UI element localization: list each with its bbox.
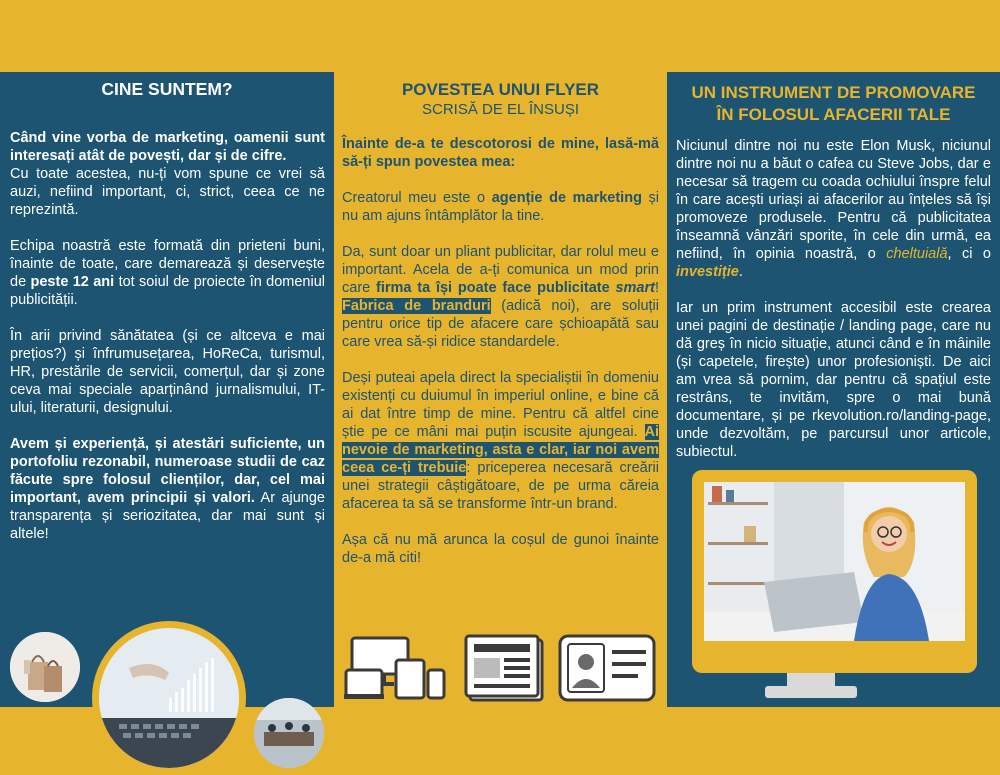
flyer-text: Da, sunt doar un pliant publicitar, dar rolul meu e important. Acela de a-ți comunica un mod prin care: [342, 244, 659, 296]
landing-text: Iar un prim instrument accesibil este crearea unei pagini de destinație / landing page, care nu dă greș în nicio situație, atunci când e în mâinile (și capetele, firește) unor profesioniști. De aici am vrea să pornim, dar pentru că spațiul este restrâns, te invităm, spre o mai bună documentare, și pe rkevolution.ro/landing-page, unde dezvoltăm, pe parcursul unor articole, subiectul.: [676, 300, 991, 460]
intro-bold: Înainte de-a te descotorosi de mine, lasă-mă să-ți spun povestea mea:: [342, 136, 659, 170]
domains-text: În arii privind sănătatea (și ce altceva e mai prețios?) și înfrumusețarea, HoReCa, turismul, HR, prestările de servicii, comerțul, dar și zone ceva mai speciale aparținând jurnalismului, IT-ului, literaturii, designului.: [10, 328, 325, 416]
experience-text: Ar ajunge transparența și seriozitatea, dar mai sunt și altele!: [10, 490, 325, 542]
id-card-icon: [558, 634, 656, 704]
creator-text-end: și nu am ajuns întâmplător la tine.: [342, 190, 660, 224]
woman-laptop-photo: [704, 482, 965, 641]
column-instrument: [667, 72, 1000, 707]
section-title: UN INSTRUMENT DE PROMOVARE ÎN FOLOSUL AFACERII TALE: [691, 83, 976, 124]
agency-bold: agenție de marketing: [491, 190, 642, 206]
section-body: [342, 135, 659, 585]
team-text: Echipa noastră este formată din prieteni buni, înainte de toate, care demarează și deservește de: [10, 238, 325, 290]
section-subtitle: SCRISĂ DE EL ÎNSUȘI: [422, 101, 579, 118]
specialists-text: Deși puteai apela direct la specialiștii în domeniu existenți cu duiumul în imperiul online, e bine că ai dat între timp de mine. Pentru că altfel cine știe pe ce mâni mai puțin iscusite ajungeai.: [342, 370, 659, 440]
finance-chart-photo: [99, 628, 239, 768]
monitor-base: [765, 686, 857, 698]
monitor-chin: [692, 648, 977, 673]
expense-italic: cheltuială: [886, 246, 948, 262]
experience-bold: Avem și experiență, și atestări suficiente, un portofoliu rezonabil, numeroase studii de caz făcute spre folosul clienților, dar, cel mai important, avem principii și valori.: [10, 436, 325, 506]
section-title: POVESTEA UNUI FLYER: [401, 80, 600, 99]
specialists-text-end: : priceperea necesară creării unei strategii câștigătoare, de pe urma căreia afacerea ta să se transforme într-un brand.: [342, 460, 659, 512]
column-povestea: [334, 72, 667, 707]
intro-text: Cu toate acestea, nu-ți vom spune ce vrei să auzi, nefiind important, ci, strict, ceea ce ne reprezintă.: [10, 166, 325, 218]
need-marketing-highlight: Ai nevoie de marketing, asta e clar, iar noi avem ceea ce-ți trebuie: [342, 424, 659, 476]
years-bold: peste 12 ani: [30, 274, 115, 290]
intro-bold: Când vine vorba de marketing, oamenii sunt interesați atât de povești, dar și de cifre.: [10, 130, 325, 164]
flyer-text-end: (adică noi), are soluții pentru orice tip de afacere care șchioapătă sau care vrea să-și ridice standardele.: [342, 298, 659, 350]
smart-italic: smart: [615, 280, 655, 296]
investment-italic: investiție: [676, 264, 739, 280]
section-title: CINE SUNTEM?: [101, 79, 233, 99]
closing-text: Așa că nu mă arunca la coșul de gunoi înainte de-a mă citi!: [342, 532, 659, 566]
firm-bold: firma ta își poate face publicitate: [376, 280, 616, 296]
creator-text: Creatorul meu este o: [342, 190, 492, 206]
devices-icon: [344, 634, 454, 704]
brand-factory-highlight: Fabrica de branduri: [342, 298, 491, 314]
section-body: Niciunul dintre noi nu este Elon Musk, niciunul dintre noi nu a băut o cafea cu Steve Jobs, dar e necesar să tragem cu coada ochiului înspre felul în care acești uriași ai afacerilor au înțeles să își promoveze produsele. Pentru că publicitatea înseamnă vânzări sporite, în cele din urmă, ea nefiind, în opinia noastră, o cheltuială, ci o investiție. Iar un prim instrument accesibil este crearea unei pagini de destinație / landing page, care nu dă greș în nicio situație, atunci când e în mâinile (și capetele, firește) unor profesioniști. De aici am vrea să pornim, dar pentru că spațiul este restrâns, te invităm, spre o mai bună documentare, și pe rkevolution.ro/landing-page, unde dezvoltăm, pe parcursul unor articole, subiectul.: [676, 138, 991, 460]
monitor-frame: [692, 470, 977, 673]
musk-text: Niciunul dintre noi nu este Elon Musk, niciunul dintre noi nu a băut o cafea cu Steve Jobs, dar e necesar să tragem cu coada ochiului înspre felul în care acești uriași ai afacerilor au înțeles să își promoveze produsele. Pentru că publicitatea înseamnă vânzări sporite, în cele din urmă, ea nefiind, în opinia noastră, o: [676, 138, 991, 262]
shopping-bags-photo: [10, 632, 80, 702]
icons-row: [344, 634, 659, 714]
column-cine-suntem: [0, 72, 334, 707]
team-text-end: tot soiul de proiecte în domeniul publicității.: [10, 274, 325, 308]
section-body: [10, 129, 325, 561]
monitor-stand: [787, 673, 835, 687]
exclaim: !: [654, 280, 659, 296]
newspaper-icon: [464, 634, 548, 704]
meeting-room-photo: [254, 698, 324, 768]
